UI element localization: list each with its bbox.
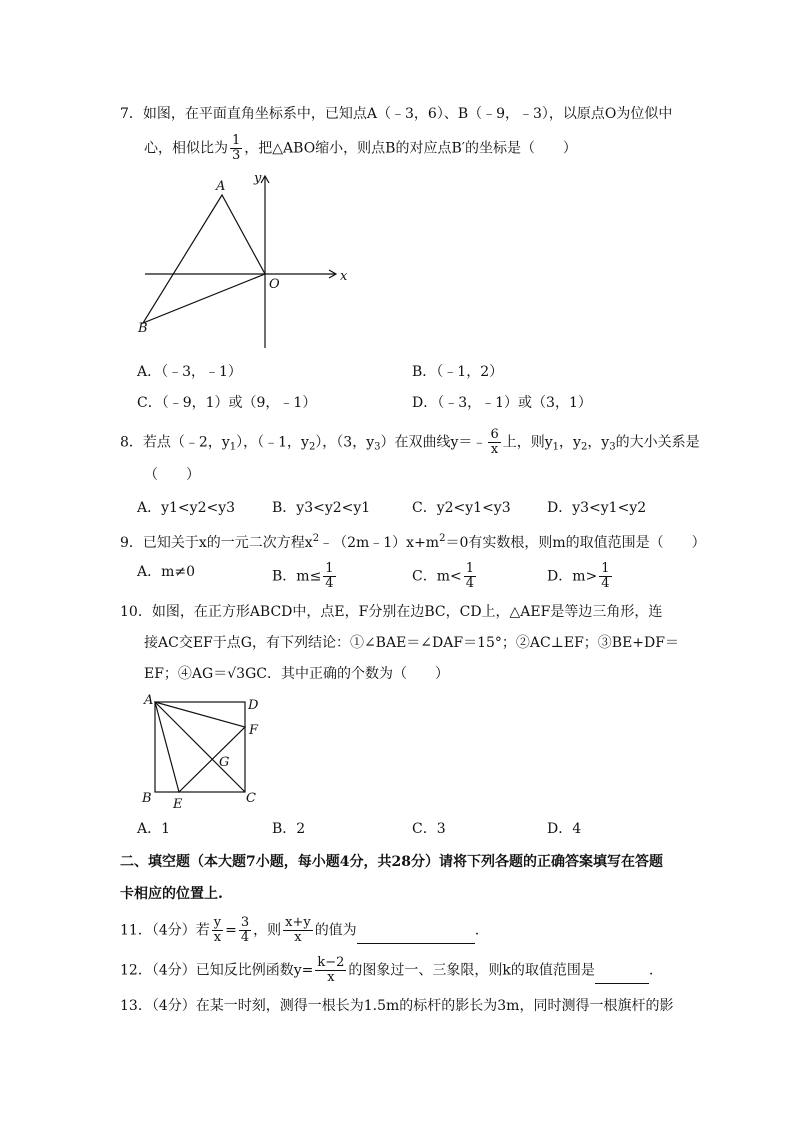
q7-label-y: y [254, 171, 262, 186]
q7-line1: 7．如图，在平面直角坐标系中，已知点A（﹣3，6）、B（﹣9，﹣3），以原点O为位似中 [120, 106, 673, 122]
q7-option-c: C．（﹣9，1）或（9，﹣1） [137, 395, 317, 411]
q10-line1: 10．如图，在正方形ABCD中，点E，F分别在边BC，CD上，△AEF是等边三角形，连 [120, 604, 663, 620]
q8-option-b: B．y3<y2<y1 [272, 500, 371, 516]
q7-line2-a: 心，相似比为 [144, 140, 228, 157]
q10-label-b: B [142, 791, 152, 806]
q11-answer-blank[interactable] [357, 923, 475, 944]
q7-label-b: B [138, 321, 148, 336]
q10-square-figure [138, 692, 268, 812]
q7-line2 [144, 134, 577, 163]
q9-option-d: D．m> $\frac{1}{4}$ [547, 561, 610, 591]
q10-label-c: C [246, 791, 256, 806]
q10-option-c: C．3 [412, 821, 446, 837]
q10-option-b: B．2 [272, 821, 306, 837]
q9-line1: 9．已知关于x的一元二次方程$x^2﹣(2m﹣1)x+m^2=0$有实数根，则m的取值范围是（ ） [120, 533, 706, 551]
q7-coordinate-figure [130, 168, 360, 353]
q7-triangle-abo [143, 195, 265, 323]
q9-option-b: B．m≤ $\frac{1}{4}$ [272, 561, 334, 591]
q10-option-d: D．4 [547, 821, 582, 837]
q7-label-x: x [340, 269, 348, 284]
q10-label-f: F [249, 723, 259, 738]
q10-label-d: D [248, 698, 259, 713]
q7-line2-b: ，把△ABO缩小，则点B的对应点B′的坐标是（ ） [244, 140, 577, 157]
q10-line2: 接AC交EF于点G，有下列结论：①∠BAE＝∠DAF＝15°；②AC⊥EF；③BE+DF＝ [144, 635, 679, 651]
q10-sqrt: √3 [227, 666, 246, 682]
q12-answer-blank[interactable] [595, 963, 649, 984]
section2-heading-line2: 卡相应的位置上. [120, 886, 223, 902]
q13-line1: 13．（4分）在某一时刻，测得一根长为1.5m的标杆的影长为3m，同时测得一根旗杆的影 [120, 998, 674, 1014]
q10-line3: EF；④AG＝√3GC．其中正确的个数为（ ） [144, 666, 449, 682]
q7-option-b: B．（﹣1，2） [412, 364, 504, 380]
q7-fraction: $\frac{1}{3}$ [232, 133, 241, 163]
q9-option-c: C．m< $\frac{1}{4}$ [412, 561, 474, 591]
q7-label-o: O [269, 277, 280, 292]
q10-label-g: G [219, 755, 230, 770]
q8-option-a: A．y1<y2<y3 [137, 500, 236, 516]
q11-line: 11．（4分）若 $\frac{y}{x}$ = $\frac{3}{4}$ ，则 $\frac{x+y}{x}$ 的值为 . [120, 915, 480, 945]
q8-fraction: $\frac{6}{x}$ [490, 427, 499, 457]
q9-option-a: A．m≠0 [137, 564, 196, 580]
q10-diagonal-ac [155, 702, 245, 792]
q8-option-c: C．y2<y1<y3 [412, 500, 511, 516]
q10-label-e: E [173, 797, 183, 812]
q7-option-a: A．（﹣3，﹣1） [137, 364, 242, 380]
q8-option-d: D．y3<y1<y2 [547, 500, 647, 516]
section2-heading-line1: 二、填空题（本大题7小题，每小题4分，共28分）请将下列各题的正确答案填写在答题 [120, 854, 663, 870]
q8-line2: （ ） [144, 467, 200, 483]
q10-label-a: A [144, 693, 154, 708]
q7-label-a: A [216, 179, 226, 194]
q7-option-d: D．（﹣3，﹣1）或（3，1） [412, 395, 592, 411]
q8-line1: 8．若点（﹣2，$y_1$），（﹣1，$y_2$），（3，$y_3$）在双曲线y＝﹣ $\frac{6}{x}$ 上，则$y_1$，$y_2$，$y_3$的大小关系是 [120, 427, 700, 457]
q12-line: 12．（4分）已知反比例函数y= $\frac{k-2}{x}$ 的图象过一、三象限，则k的取值范围是 . [120, 955, 654, 985]
q10-option-a: A．1 [137, 821, 171, 837]
